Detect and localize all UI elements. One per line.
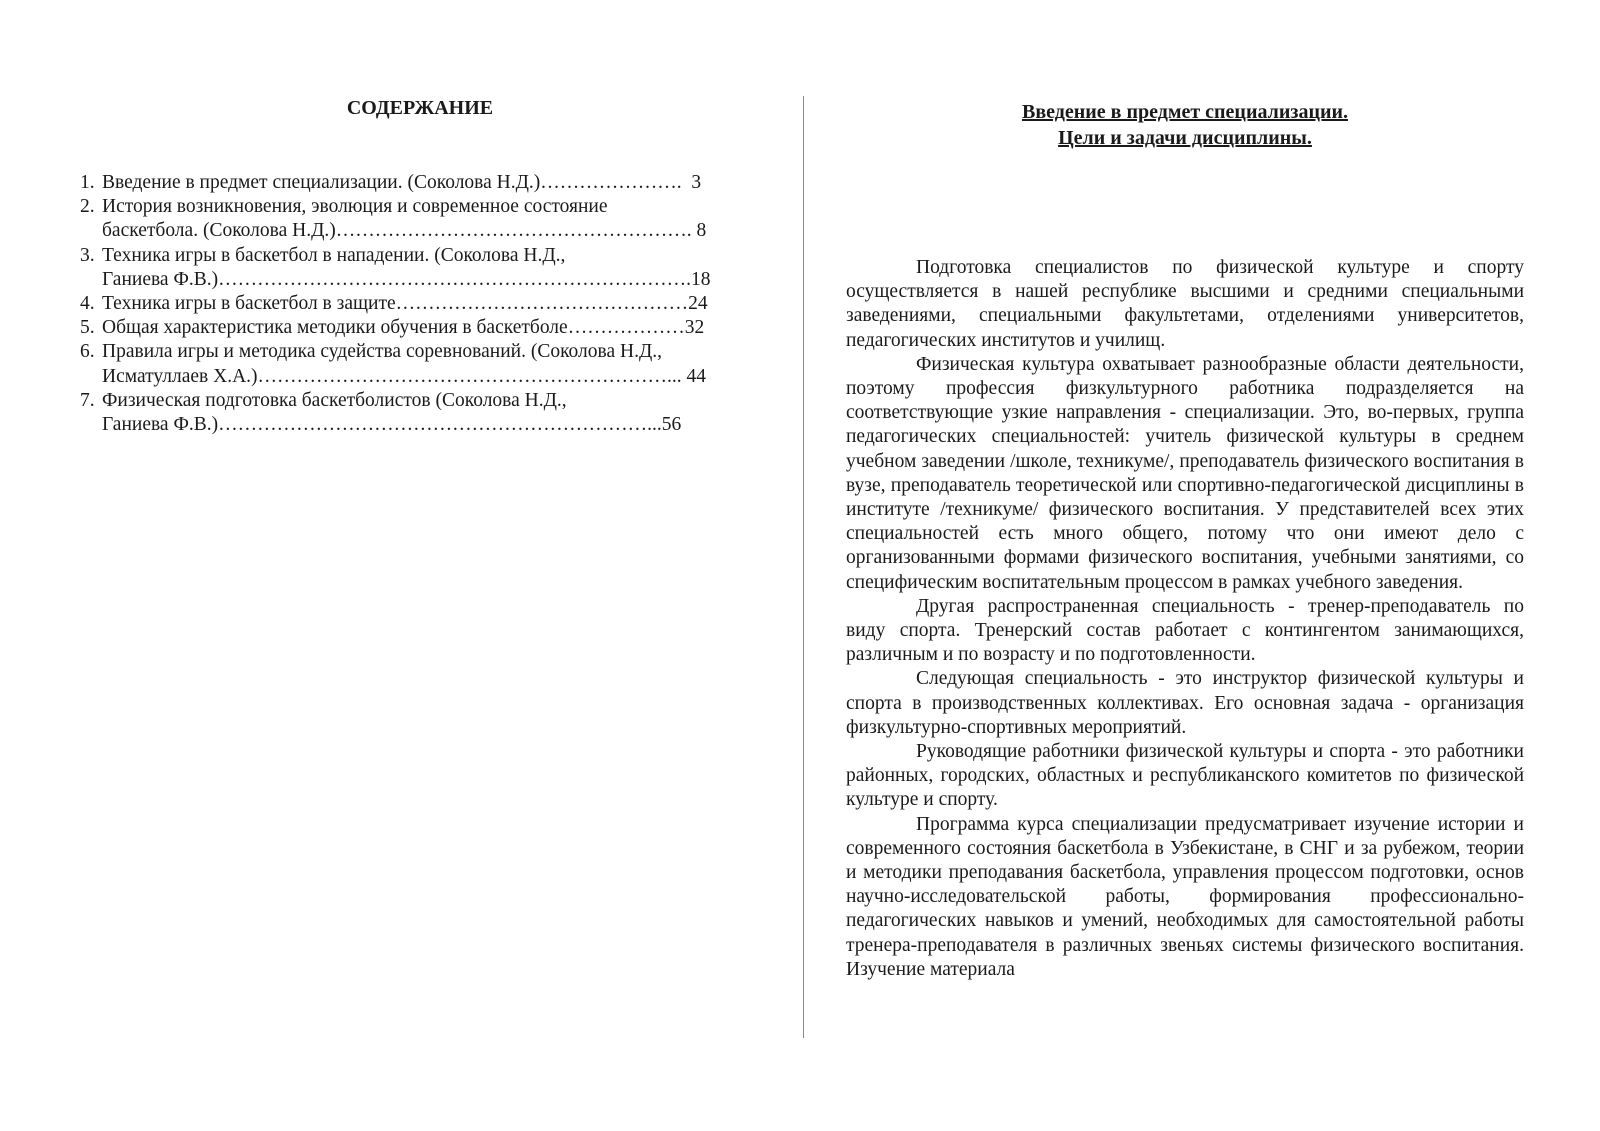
- toc-line: [80, 195, 760, 219]
- toc-entry-text: Общая характеристика методики обучения в баскетболе………………32: [102, 317, 705, 339]
- toc-entry-text: История возникновения, эволюция и современное состояние: [102, 196, 608, 218]
- toc-line: [80, 389, 760, 413]
- toc-line: [80, 244, 760, 268]
- page-divider: [803, 96, 804, 1038]
- toc-entry-text: Исматуллаев Х.А.)………………………………………………………... 44: [102, 365, 707, 387]
- toc-entry-text: Техника игры в баскетбол в защите………………………………………24: [102, 293, 708, 315]
- body-paragraph: Другая распространенная специальность - тренер-преподаватель по виду спорта. Тренерский состав работает с контингентом занимающихся, различным и по возрасту и по подготовленности.: [846, 595, 1524, 666]
- body-paragraph: Следующая специальность - это инструктор физической культуры и спорта в производственных коллективах. Его основная задача - организация физкультурно-спортивных мероприятий.: [846, 668, 1524, 738]
- toc-entry-6[interactable]: [80, 340, 760, 388]
- toc-entry-text: Ганиева Ф.В.)……………………………………………………………….18: [102, 268, 711, 290]
- toc-entry-indent: [80, 268, 102, 292]
- toc-line: [80, 219, 760, 243]
- toc-entry-number: 6.: [80, 341, 95, 363]
- body-paragraph: Руководящие работники физической культуры и спорта - это работники районных, городских, областных и республиканского комитетов по физической культуре и спорту.: [846, 741, 1524, 811]
- toc-entry-number: 1.: [80, 172, 95, 193]
- toc-entry-text: баскетбола. (Соколова Н.Д.)………………………………………………. 8: [102, 220, 707, 242]
- toc-entry-number: 5.: [80, 317, 95, 339]
- toc-entry-text: Техника игры в баскетбол в нападении. (Соколова Н.Д.,: [102, 244, 566, 266]
- toc-line: [80, 171, 760, 195]
- toc-entry-number: 3.: [80, 244, 95, 266]
- toc-entry-number: 4.: [80, 293, 95, 315]
- chapter-title: [846, 99, 1524, 151]
- body-paragraph: Программа курса специализации предусматривает изучение истории и современного состояния баскетбола в Узбекистане, в СНГ и за рубежом, теории и методики преподавания баскетбола, управления процессом подготовки, основ научно-исследовательской работы, формирования профессионально-педагогических навыков и умений, необходимых для самостоятельной работы тренера-преподавателя в различных звеньях системы физического воспитания. Изучение материала: [846, 813, 1524, 980]
- toc-line: [80, 316, 760, 340]
- chapter-body: [846, 256, 1524, 982]
- toc-entry-indent: [80, 413, 102, 437]
- toc-entry-number: 7.: [80, 389, 95, 411]
- body-paragraph: Физическая культура охватывает разнообразные области деятельности, поэтому профессия физкультурного работника подразделяется на соответствующие узкие направления - специализации. Это, во-первых, группа педагогических специальностей: учитель физической культуры в среднем учебном заведении /школе, техникуме/, преподаватель физического воспитания в вузе, преподаватель теоретической или спортивно-педагогической дисциплины в институте /техникуме/ физического воспитания. У представителей всех этих специальностей есть много общего, потому что они имеют дело с организованными формами физического воспитания, учебными занятиями, со специфическим воспитательным процессом в рамках учебного заведения.: [846, 353, 1524, 593]
- toc-title: СОДЕРЖАНИЕ: [346, 97, 494, 119]
- toc-line: [80, 413, 760, 437]
- toc-entry-indent: [80, 219, 102, 243]
- toc-line: [80, 292, 760, 316]
- toc-line: [80, 268, 760, 292]
- toc-line: [80, 365, 760, 389]
- toc-entry-1[interactable]: [80, 171, 760, 195]
- body-paragraph: Подготовка специалистов по физической культуре и спорту осуществляется в нашей республике высшими и средними специальными заведениями, специальными факультетами, отделениями университетов, педагогических институтов и училищ.: [846, 257, 1524, 351]
- toc-entry-text: Ганиева Ф.В.)…………………………………………………………...56: [102, 414, 682, 436]
- toc-entry-number: 2.: [80, 196, 95, 218]
- toc-entry-2[interactable]: [80, 195, 760, 243]
- chapter-title-line: Цели и задачи дисциплины.: [1058, 127, 1312, 149]
- toc-entry-indent: [80, 365, 102, 389]
- toc-entry-text: Правила игры и методика судейства соревнований. (Соколова Н.Д.,: [102, 341, 663, 363]
- toc-entry-3[interactable]: [80, 244, 760, 292]
- toc-line: [80, 340, 760, 364]
- toc-entry-7[interactable]: [80, 389, 760, 437]
- chapter-title-line: Введение в предмет специализации.: [1021, 101, 1349, 123]
- toc-entry-text: Введение в предмет специализации. (Соколова Н.Д.)…………………. 3: [102, 172, 702, 193]
- toc-entry-text: Физическая подготовка баскетболистов (Соколова Н.Д.,: [102, 389, 567, 411]
- toc-entry-4[interactable]: [80, 292, 760, 316]
- toc-entry-5[interactable]: [80, 316, 760, 340]
- toc-list: [80, 171, 760, 437]
